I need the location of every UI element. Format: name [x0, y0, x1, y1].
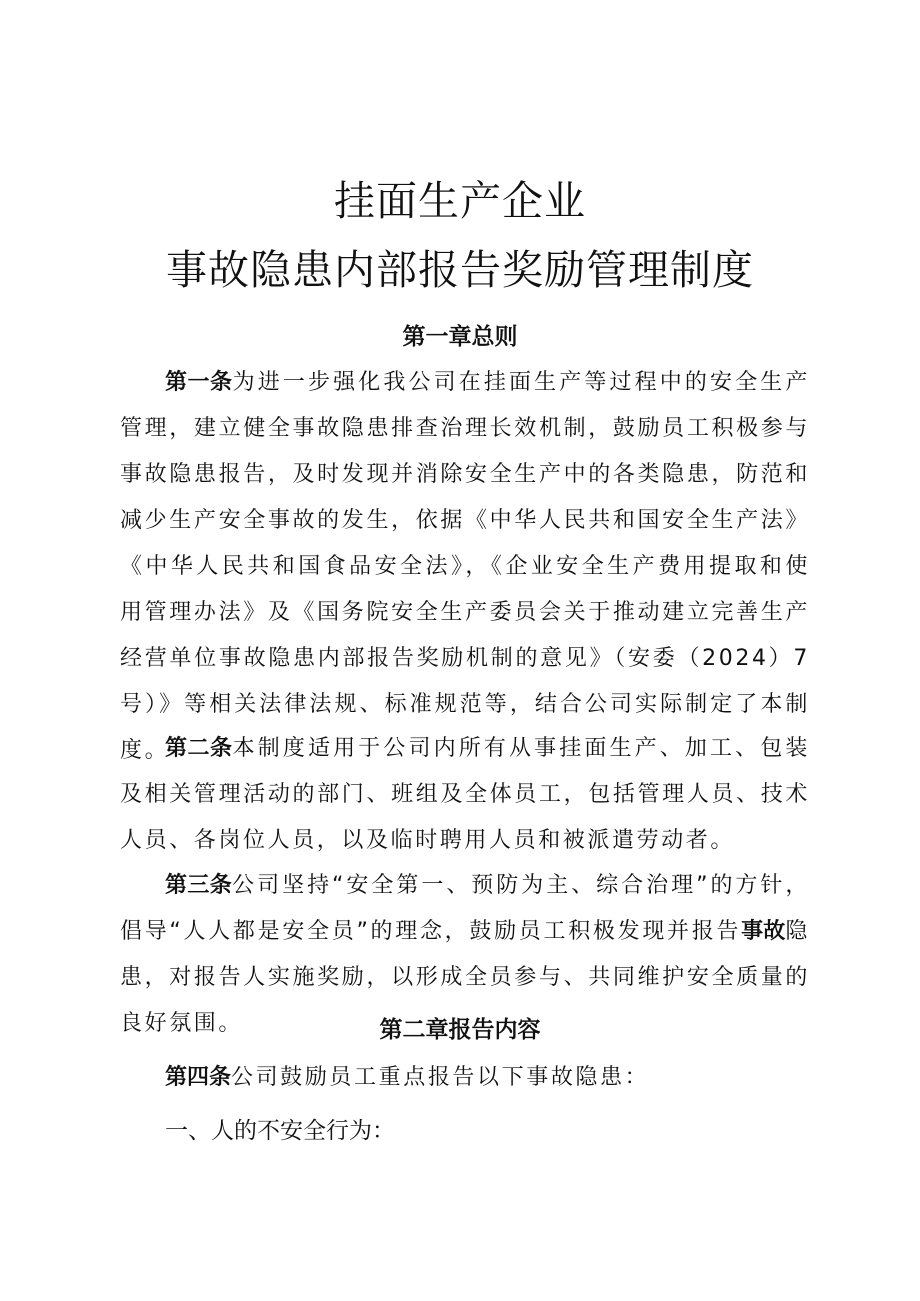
article-1: [120, 360, 810, 774]
article-4-text: 公司鼓励员工重点报告以下事故隐患：: [231, 1065, 650, 1090]
article-3-text-a: 公司坚持“安全第一、预防为主、综合治理”的方针，倡导“人人都是安全员”的理念，鼓励员工积极发现并报告: [120, 873, 810, 944]
article-1-text: 为进一步强化我公司在挂面生产等过程中的安全生产管理，建立健全事故隐患排查治理长效机制，鼓励员工积极参与事故隐患报告，及时发现并消除安全生产中的各类隐患，防范和减少生产安全事故的发生，依据《中华人民共和国安全生产法》《中华人民共和国食品安全法》，《企业安全生产费用提取和使用管理办法》及《国务院安全生产委员会关于推动建立完善生产经营单位事故隐患内部报告奖励机制的意见》（安委（2024）7号）》等相关法律法规、标准规范等，结合公司实际制定了本制度。: [120, 370, 810, 763]
article-4: [120, 1055, 810, 1101]
list-item-1: 一、人的不安全行为：: [165, 1118, 395, 1144]
article-3-label: 第三条: [165, 873, 233, 898]
article-3-text-b: 隐患，对报告人实施奖励，以形成全员参与、共同维护安全质量的良好氛围。: [120, 919, 810, 1036]
article-1-label: 第一条: [165, 370, 233, 395]
article-2-label: 第二条: [165, 736, 233, 761]
article-3-emphasis: 事故: [741, 919, 786, 944]
article-2: [120, 726, 810, 864]
chapter-2-heading: 第二章报告内容: [379, 1017, 541, 1043]
chapter-1-heading: 第一章总则: [402, 324, 518, 350]
document-title-line-2: 事故隐患内部报告奖励管理制度: [166, 246, 754, 294]
article-2-text: 本制度适用于公司内所有从事挂面生产、加工、包装及相关管理活动的部门、班组及全体员工，包括管理人员、技术人员、各岗位人员，以及临时聘用人员和被派遣劳动者。: [120, 736, 810, 853]
document-title-line-1: 挂面生产企业: [334, 177, 586, 225]
article-4-label: 第四条: [165, 1065, 232, 1090]
